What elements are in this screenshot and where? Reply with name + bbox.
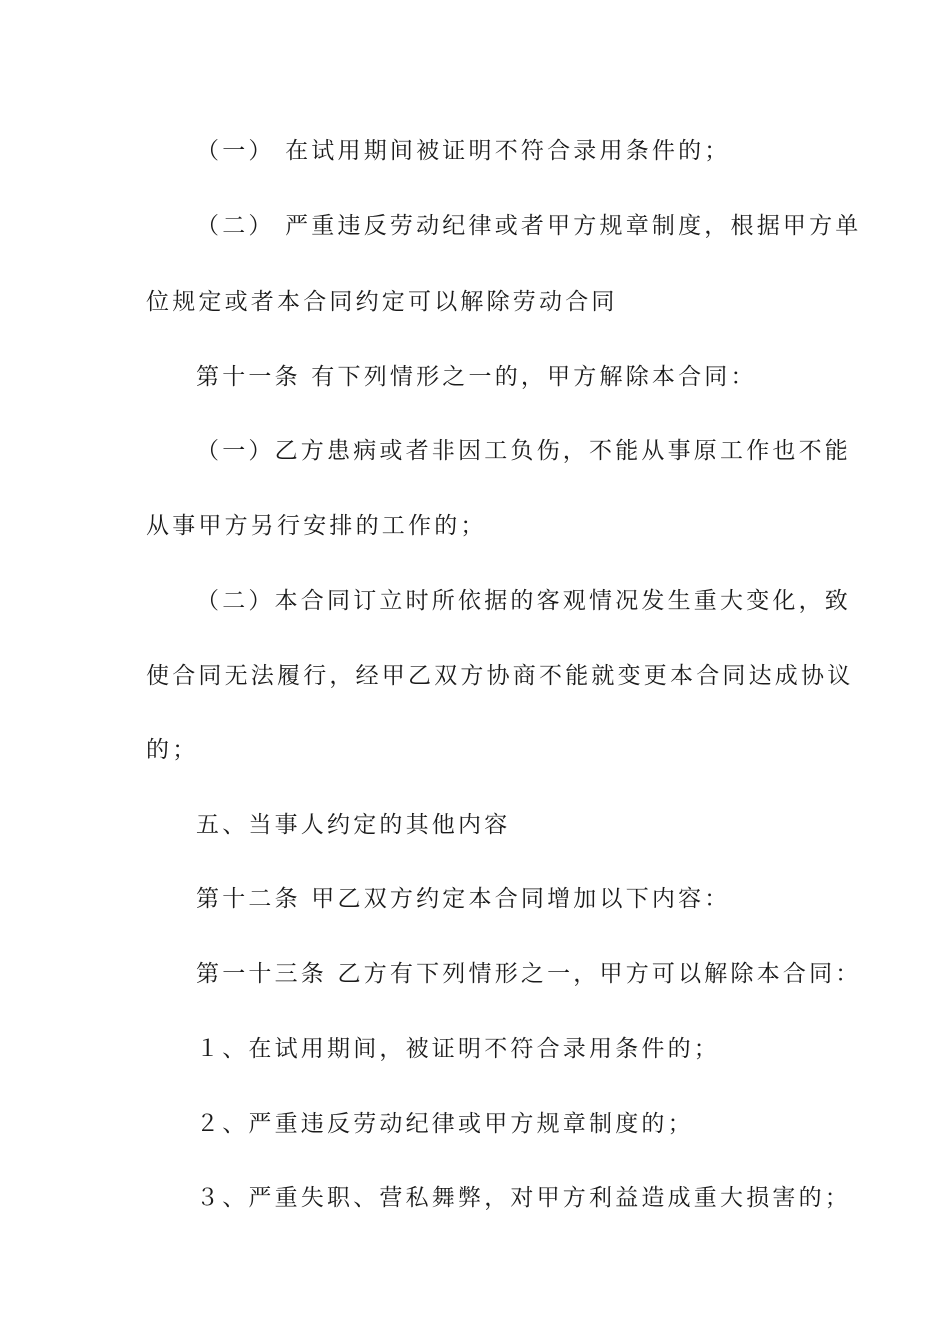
list-item: ３、严重失职、营私舞弊，对甲方利益造成重大损害的； xyxy=(196,1185,851,1211)
list-item: ２、严重违反劳动纪律或甲方规章制度的； xyxy=(196,1111,694,1137)
paragraph-line: 的； xyxy=(146,737,199,763)
paragraph-line: 第十二条 甲乙双方约定本合同增加以下内容： xyxy=(196,886,731,912)
paragraph-line: （二） 严重违反劳动纪律或者甲方规章制度，根据甲方单 xyxy=(196,213,862,239)
paragraph-line: 使合同无法履行，经甲乙双方协商不能就变更本合同达成协议 xyxy=(146,663,854,689)
paragraph-line: （一）乙方患病或者非因工负伤，不能从事原工作也不能 xyxy=(196,438,851,464)
paragraph-line: 第十一条 有下列情形之一的，甲方解除本合同： xyxy=(196,364,757,390)
paragraph-line: 第一十三条 乙方有下列情形之一，甲方可以解除本合同： xyxy=(196,961,862,987)
paragraph-line: 从事甲方另行安排的工作的； xyxy=(146,513,487,539)
list-item: １、在试用期间，被证明不符合录用条件的； xyxy=(196,1036,720,1062)
section-heading: 五、当事人约定的其他内容 xyxy=(196,812,511,838)
paragraph-line: （二）本合同订立时所依据的客观情况发生重大变化，致 xyxy=(196,588,851,614)
paragraph-line: （一） 在试用期间被证明不符合录用条件的； xyxy=(196,138,731,164)
paragraph-line: 位规定或者本合同约定可以解除劳动合同 xyxy=(146,289,618,315)
